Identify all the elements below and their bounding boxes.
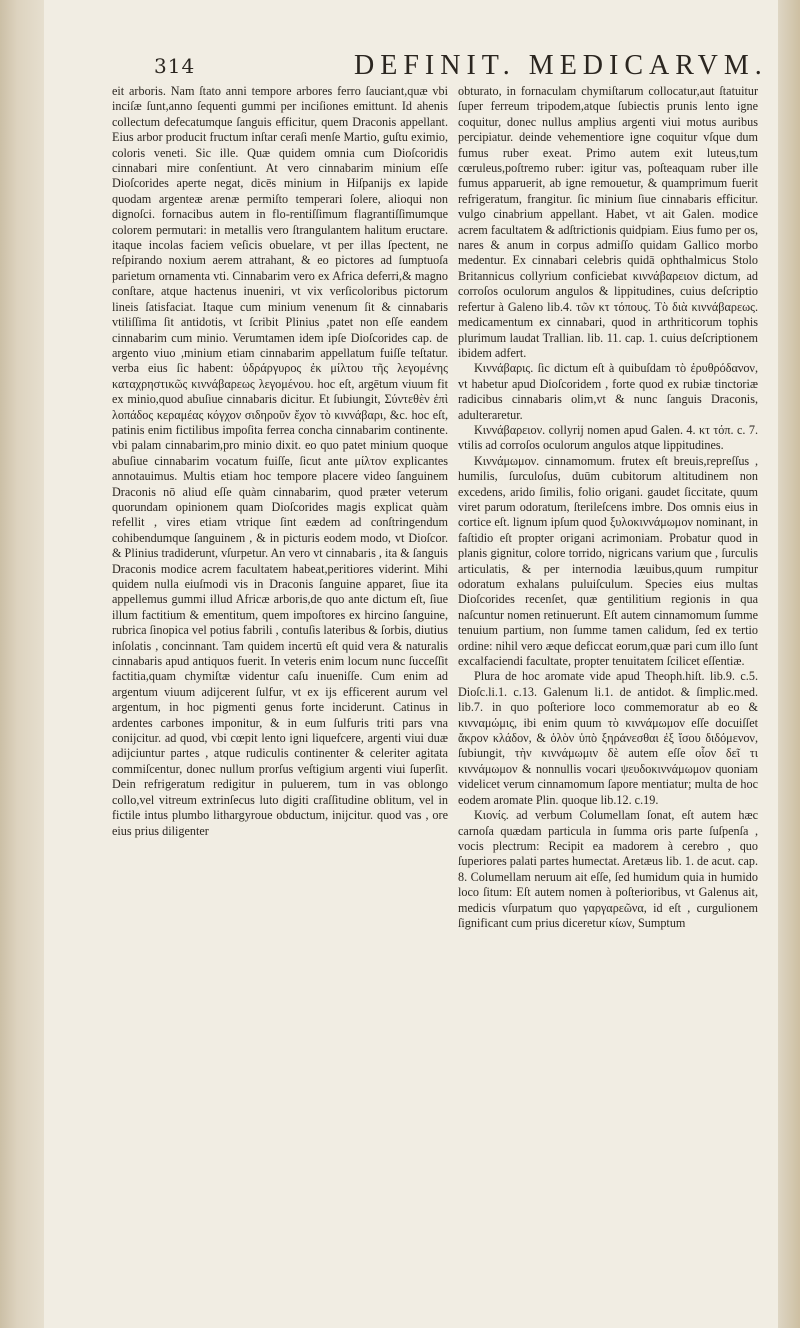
book-gutter	[0, 0, 45, 1328]
right-paragraph: Plura de hoc aromate vide apud Theoph.hiſt. lib.9. c.5. Dioſc.li.1. c.13. Galenum li.1. de antidot. & ſimplic.med. lib.7. in quo poſteriore loco commemoratur ab eo & κινναμώμις, ibi enim quum τὸ κιννάμωμον eſſe docuiſſet ἄκρον κλάδον, & ὁλὸν ὑπὸ ξηράνεσθαι ἐξ ἴσου διδόμενον, ſubiungit, τὴν κιννάμωμιν δὲ autem eſſe οἷον δεῖ τι κιννάμωμον & nonnullis vocari ψευδοκιννάμωμον quoniam videlicet verum cinnamomum ſapore mentiatur; multa de hoc eodem aromate Plin. quoque lib.12. c.19.	[458, 669, 758, 807]
left-column	[112, 84, 448, 839]
right-paragraph: Κιννάβαρειον. collyrij nomen apud Galen. 4. κτ τόπ. c. 7. vtilis ad corroſos oculorum angulos atque lippitudines.	[458, 422, 758, 453]
left-paragraph: eit arboris. Nam ſtato anni tempore arbores ferro ſauciant,quæ vbi inciſæ ſunt,anno ſequenti gummi per inciſiones emittunt. Id ahenis collectum defecatumque ſanguis efficitur, quem Draconis appellant. Eius arbor producit fructum inſtar ceraſi menſe Martio, guſtu eximio, coloris veneti. Sic ille. Quæ quidem omnia cum Dioſcoridis cinnabari mire conſentiunt. At vero cinnabarim minium eſſe Dioſcorides aperte negat, dicēs minium in Hiſpanijs ex lapide quodam argenteæ arenæ permiſto temperari ſolere, alioqui non dignoſci. fornacibus autem in flo-rentiſſimum flagrantiſſimumque colorem permutari: in metallis vero ſtrangulantem halitum eructare. itaque incolas faciem veſicis obuelare, vt per illas ſpectent, ne reſpirando noxium aerem attrahant, & eo pictores ad ſumptuoſa parietum ornamenta vti. Cinnabarim vero ex Africa deferri,& magno conſtare, atque hactenus inueniri, vt vix verſicoloribus pictorum lineis ſatisfaciat. Itaque cum minium venenum ſit & cinnabaris vtiliſſima ſit antidotis, vt ſcribit Plinius ,patet non eſſe eandem cinnabarim cum minio. Verumtamen idem ipſe Dioſcorides cap. de argento viuo ,minium etiam cinnabarim appellatum fuiſſe teſtatur. verba eius ſic habent: ὑδράργυρος ἐκ μίλτου τῆς λεγομένης καταχρηστικῶς κιννάβαρεως λεγομένου. hoc eſt, argētum viuum fit ex minio,quod abuſiue cinnabaris dicitur. Et ſubiungit, Σύντεθὲν ἐπὶ λοπάδος κεραμέας κόγχον σιδηροῦν ἔχον τὸ κιννάβαρι, &c. hoc eſt, patinis enim fictilibus impoſita ferrea concha cinnabarim continente. vbi palam cinnabarim,pro minio dixit. eo quo patet minium quoque abuſiue cinnabarim vocatum fuiſſe, ſicut ante μίλτον explicantes annotauimus. Multis etiam hoc tempore placere video ſanguinem Draconis nō aliud eſſe quàm cinnabarim, quod præter veterum quorundam opinionem quam Dioſcorides magis explicat quàm refellit , vires etiam vtrique ſint eædem ad conſtringendum cohibendumque ſanguinem , & in picturis eodem modo, vt Dioſcor. & Plinius tradiderunt, vſurpetur. An vero vt cinnabaris , ita & ſanguis Draconis modice acrem facultatem habeat,peritiores viderint. Mihi quidem nulla eiuſmodi vis in Draconis ſanguine apparet, ſiue ita appellemus gummi illud Africæ arboris,de quo ante dictum eſt, ſiue illum factitium & ementitum, quem impoſtores ex hircino ſanguine, rubrica ſinopica vel potius fabrili , contuſis lateribus & ſorbis, diutius inſolatis , concinnant. Tam quidem incertū eſt quid vera & naturalis cinnabaris apud antiquos fuerit. In veteris enim locum nunc ſucceſſit factitia,quam chymiſtæ videntur caſu inueniſſe. Cum enim ad argentum viuum adijcerent ſulfur, vt ex ijs efficerent aurum vel argentum, in hoc pigmenti genus forte inciderunt. Catinus in ardentes carbones imponitur, & in eum ſulfuris triti pars vna conijcitur. ad quod, vbi cœpit lento igni liquefcere, argenti viui duæ adijciuntur partes , atque rudiculis continenter & celeriter agitata commiſcentur, donec nullum prorſus veſtigium argenti viui ſuperſit. Dein refrigeratum redigitur in puluerem, tum in vas oblongo collo,vel vitreum extrinſecus luto digiti craſſitudine oblitum, vel in fictile intus plumbo lithargyroue obductum, inijcitur. quod vas , ore eius prius diligenter	[112, 84, 448, 838]
right-paragraph: Κιννάμωμον. cinnamomum. frutex eſt breuis,repreſſus , humilis, ſurculoſus, duūm cubitorum altitudinem non excedens, arido ſimilis, folio origani. gaudet ſiccitate, quum viret parum odoratum, ſterileſcens imbre. Dos omnis eius in cortice eſt. lignum ipſum quod ξυλοκιννάμωμον nominant, in faſtidio eſt propter origani acrimoniam. Probatur quod in planis gignitur, colore torrido, nigricans varium que , ſurculis articulatis, & per internodia læuibus,quum rumpitur odoratum exhalans puluiſculum. Species eius multas Dioſcorides recenſet, quæ gentilitium regionis in qua naſcuntur nomen retinuerunt. Eſt autem cinnamomum ſumme tenuium partium, non ſumme tamen calidum, ſed ex tertio ordine: nihil vero æque deficcat eorum,quæ pari cum illo ſunt excalfaciendi facultate, propter tenuitatem ſcilicet eſſentiæ.	[458, 453, 758, 669]
page-edge	[778, 0, 800, 1328]
running-head: DEFINIT. MEDICARVM.	[354, 50, 768, 81]
right-paragraph: obturato, in fornaculam chymiſtarum collocatur,aut ſtatuitur ſuper ferreum tripodem,atque ſubiectis prunis lento igne coquitur, donec nullus amplius argenti viui motus auribus percipiatur. deinde vehementiore igne coquitur vſque dum fumus ruber exeat. Primo autem exit luteus,tum cœruleus,poſtremo ruber: igitur vas, poſteaquam ruber ille fumus apparuerit, ab igne remouetur, & quamprimum fuerit refrigeratum, frangitur. ſic minium ſiue cinnabaris efficitur. vulgo cinabrium appellant. Habet, vt ait Galen. modice acrem facultatem & adſtrictionis quidpiam. Eius fumo per os, nares & anum in corpus admiſſo quidam Gallico morbo medentur. Ex cinnabari celebris quidā ophthalmicus Stolo Britannicus collyrium conficiebat κιννάβαρειον dictum, ad corroſos oculorum angulos & lippitudines, cuius deſcriptio refertur à Galeno lib.4. τῶν κτ τόπους. Τὸ διὰ κιννάβαρεως. medicamentum ex cinnabari, quod in arthriticorum tophis plurimum laudat Trallian. lib. 11. cap. 1. cuius deſcriptionem ibidem adfert.	[458, 84, 758, 360]
right-paragraph: Κιννάβαρις. ſic dictum eſt à quibuſdam τὸ ἐρυθρόδανον, vt habetur apud Dioſcoridem , forte quod ex rubiæ tinctoriæ radicibus cinnabaris olim,vt & nunc ſanguis Draconis, adulteraretur.	[458, 361, 758, 422]
right-paragraph: Κιονίς. ad verbum Columellam ſonat, eſt autem hæc carnoſa quædam particula in ſumma oris parte ſuſpenſa , vocis plectrum: Recipit ea madorem à cerebro , quo ſuperiores palati partes humectat. Aretæus lib. 1. de acut. cap. 8. Columellam neruum ait eſſe, ſed humidum quia in humido loco ſitum: Eſt autem nomen à poſterioribus, vt Galenus ait, medicis vſurpatum quo γαργαρεῶνα, id eſt , curgulionem ſignificant cum prius diceretur κίων, Sumptum	[458, 808, 758, 930]
right-column	[458, 84, 758, 931]
page-number: 314	[154, 54, 196, 78]
